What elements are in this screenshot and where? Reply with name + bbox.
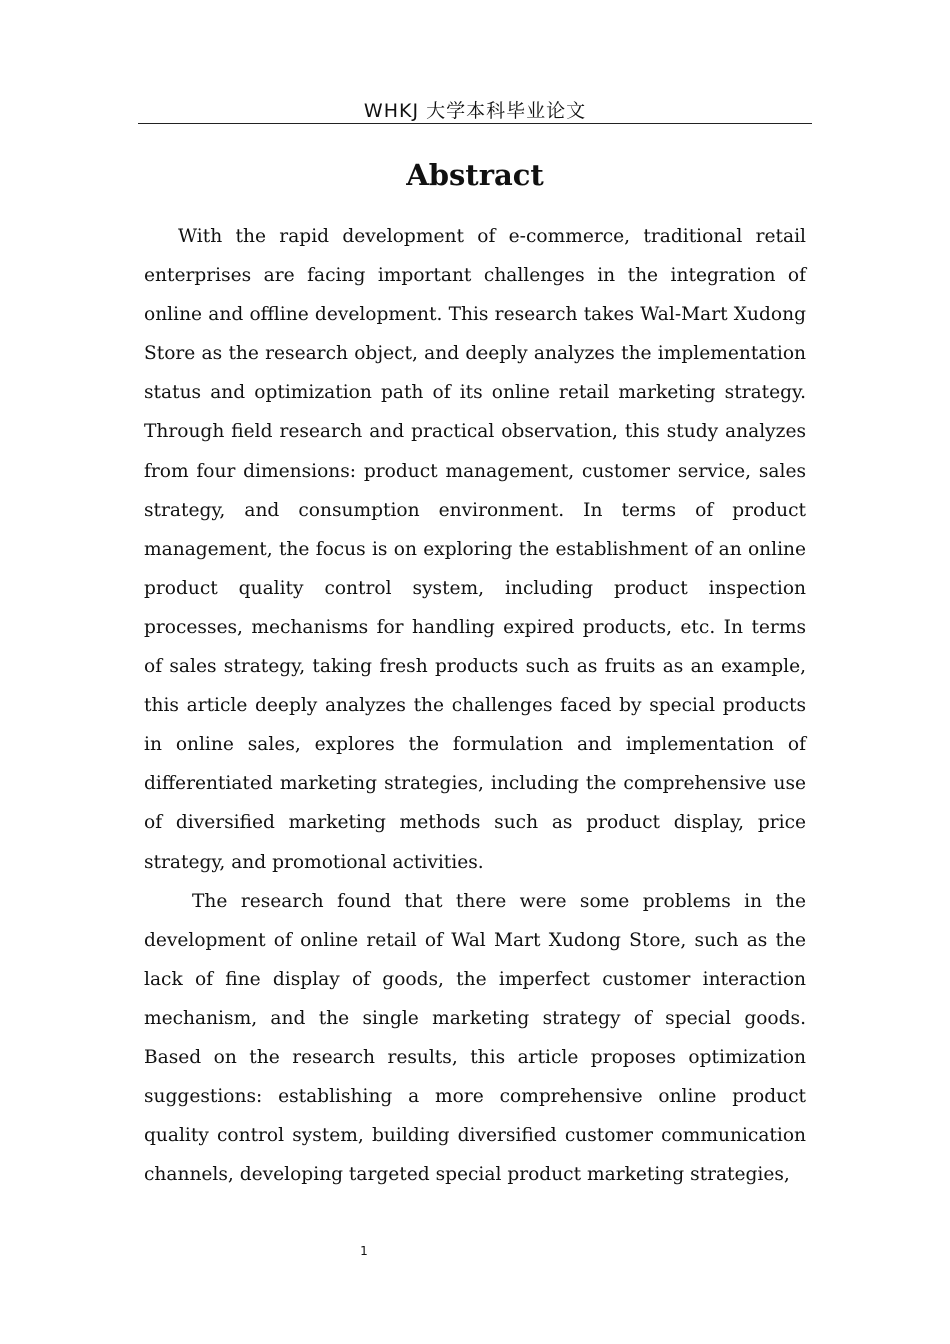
page-number: 1 (360, 1244, 368, 1258)
abstract-paragraph-1: With the rapid development of e-commerce, traditional retail enterprises are facing important challenges in the integration of online and offline development. This research takes Wal-Mart Xudong Store as the research object, and deeply analyzes the implementation status and optimization path of its online retail marketing strategy. Through field research and practical observation, this study analyzes from four dimensions: product management, customer service, sales strategy, and consumption environment. In terms of product management, the focus is on exploring the establishment of an online product quality control system, including product inspection processes, mechanisms for handling expired products, etc. In terms of sales strategy, taking fresh products such as fruits as an example, this article deeply analyzes the challenges faced by special products in online sales, explores the formulation and implementation of differentiated marketing strategies, including the comprehensive use of diversified marketing methods such as product display, price strategy, and promotional activities. (144, 226, 806, 873)
abstract-paragraph-2: The research found that there were some problems in the development of online retail of Wal Mart Xudong Store, such as the lack of fine display of goods, the imperfect customer interaction mechanism, and the single marketing strategy of special goods. Based on the research results, this article proposes optimization suggestions: establishing a more comprehensive online product quality control system, building diversified customer communication channels, developing targeted special product marketing strategies, (144, 890, 806, 1186)
header-divider (138, 123, 812, 124)
abstract-title: Abstract (406, 158, 544, 192)
abstract-body (144, 217, 806, 1194)
running-header: WHKJ 大学本科毕业论文 (363, 100, 587, 122)
